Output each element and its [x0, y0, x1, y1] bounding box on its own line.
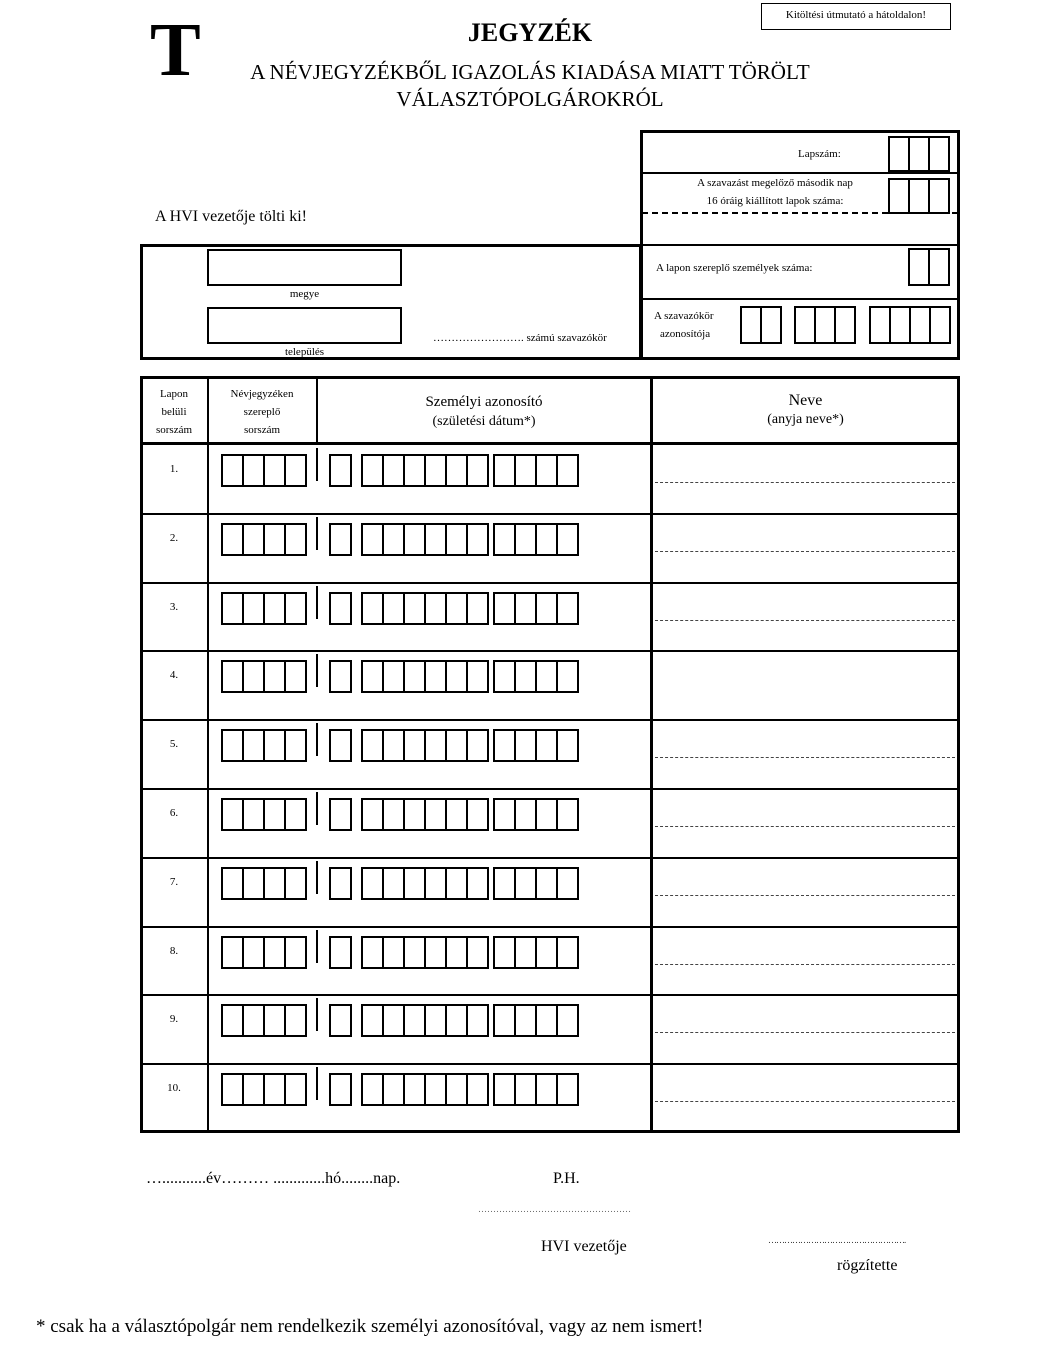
- register-number-digit[interactable]: [263, 1004, 286, 1037]
- personal-id-digit[interactable]: [403, 592, 426, 625]
- personal-id-digit[interactable]: [493, 1073, 516, 1106]
- register-number-digit[interactable]: [242, 729, 265, 762]
- personal-id-digit[interactable]: [535, 867, 558, 900]
- personal-id-digit[interactable]: [382, 867, 405, 900]
- register-number-digit[interactable]: [221, 454, 244, 487]
- header-col1: Lapon belüli sorszám: [155, 388, 193, 436]
- register-number-digit[interactable]: [221, 1004, 244, 1037]
- register-number-digit[interactable]: [263, 523, 286, 556]
- hvi-leader-label: HVI vezetője: [541, 1238, 627, 1255]
- pages-issued-digit[interactable]: [908, 178, 930, 214]
- personal-id-digit[interactable]: [329, 798, 352, 831]
- row-number: 4.: [169, 669, 179, 681]
- register-number-digit[interactable]: [284, 867, 307, 900]
- subtitle-line-1: A NÉVJEGYZÉKBŐL IGAZOLÁS KIADÁSA MIATT TÖRÖLT: [250, 60, 810, 84]
- personal-id-digit[interactable]: [445, 798, 468, 831]
- name-dotted-line: [655, 1101, 955, 1102]
- megye-label: megye: [289, 288, 320, 300]
- name-dotted-line: [655, 964, 955, 965]
- personal-id-digit[interactable]: [403, 729, 426, 762]
- personal-id-digit[interactable]: [493, 729, 516, 762]
- personal-id-digit[interactable]: [556, 592, 579, 625]
- personal-id-digit[interactable]: [445, 1004, 468, 1037]
- personal-id-digit[interactable]: [493, 454, 516, 487]
- personal-id-digit[interactable]: [382, 798, 405, 831]
- personal-id-digit[interactable]: [535, 1004, 558, 1037]
- row-number: 2.: [169, 532, 179, 544]
- row-number: 6.: [169, 807, 179, 819]
- personal-id-digit[interactable]: [403, 867, 426, 900]
- register-number-digit[interactable]: [284, 798, 307, 831]
- register-number-digit[interactable]: [263, 454, 286, 487]
- personal-id-digit[interactable]: [466, 523, 489, 556]
- signature-line[interactable]: ……………………………………………: [478, 1204, 631, 1214]
- personal-id-digit[interactable]: [424, 729, 447, 762]
- register-number-digit[interactable]: [242, 660, 265, 693]
- personal-id-digit[interactable]: [493, 1004, 516, 1037]
- personal-id-digit[interactable]: [329, 867, 352, 900]
- personal-id-digit[interactable]: [514, 1073, 537, 1106]
- personal-id-digit[interactable]: [329, 454, 352, 487]
- personal-id-digit[interactable]: [403, 523, 426, 556]
- register-number-digit[interactable]: [263, 867, 286, 900]
- pages-issued-label-1: A szavazást megelőző második nap: [697, 177, 853, 189]
- personal-id-digit[interactable]: [466, 867, 489, 900]
- district-id-digit[interactable]: [929, 306, 951, 344]
- row-number: 7.: [169, 876, 179, 888]
- header-col4: Neve (anyja neve*): [767, 392, 844, 427]
- personal-id-digit[interactable]: [493, 592, 516, 625]
- personal-id-digit[interactable]: [382, 523, 405, 556]
- personal-id-digit[interactable]: [445, 867, 468, 900]
- subtitle-line-2: VÁLASZTÓPOLGÁROKRÓL: [396, 87, 664, 111]
- personal-id-digit[interactable]: [535, 454, 558, 487]
- personal-id-digit[interactable]: [556, 660, 579, 693]
- telepules-label: település: [284, 346, 325, 358]
- register-number-digit[interactable]: [263, 1073, 286, 1106]
- personal-id-digit[interactable]: [556, 798, 579, 831]
- ph-label: P.H.: [553, 1170, 580, 1187]
- personal-id-digit[interactable]: [535, 1073, 558, 1106]
- register-number-digit[interactable]: [242, 936, 265, 969]
- name-dotted-line: [655, 826, 955, 827]
- personal-id-digit[interactable]: [361, 523, 384, 556]
- personal-id-digit[interactable]: [329, 1004, 352, 1037]
- personal-id-digit[interactable]: [466, 454, 489, 487]
- personal-id-digit[interactable]: [556, 523, 579, 556]
- personal-id-digit[interactable]: [424, 523, 447, 556]
- district-id-digit[interactable]: [814, 306, 836, 344]
- personal-id-digit[interactable]: [445, 523, 468, 556]
- pages-issued-digit[interactable]: [928, 178, 950, 214]
- district-id-digit[interactable]: [869, 306, 891, 344]
- date-line[interactable]: …...........év……… .............hó........nap.: [146, 1170, 401, 1187]
- personal-id-digit[interactable]: [424, 1073, 447, 1106]
- personal-id-digit[interactable]: [445, 729, 468, 762]
- personal-id-digit[interactable]: [361, 936, 384, 969]
- name-field[interactable]: [653, 1065, 958, 1129]
- personal-id-digit[interactable]: [445, 660, 468, 693]
- personal-id-digit[interactable]: [466, 936, 489, 969]
- personal-id-digit[interactable]: [514, 936, 537, 969]
- register-number-digit[interactable]: [221, 798, 244, 831]
- telepules-field[interactable]: [207, 307, 402, 344]
- recorded-by-label: rögzítette: [837, 1257, 898, 1274]
- register-number-digit[interactable]: [284, 523, 307, 556]
- pages-issued-label-2: 16 óráig kiállított lapok száma:: [706, 195, 844, 207]
- register-number-digit[interactable]: [221, 523, 244, 556]
- personal-id-digit[interactable]: [556, 867, 579, 900]
- personal-id-digit[interactable]: [535, 729, 558, 762]
- personal-id-digit[interactable]: [403, 660, 426, 693]
- register-number-digit[interactable]: [263, 798, 286, 831]
- personal-id-digit[interactable]: [382, 592, 405, 625]
- personal-id-digit[interactable]: [403, 936, 426, 969]
- personal-id-digit[interactable]: [361, 798, 384, 831]
- personal-id-digit[interactable]: [445, 1073, 468, 1106]
- row-number: 10.: [167, 1082, 181, 1094]
- row-number: 1.: [169, 463, 179, 475]
- personal-id-digit[interactable]: [556, 1004, 579, 1037]
- personal-id-digit[interactable]: [535, 798, 558, 831]
- personal-id-digit[interactable]: [424, 1004, 447, 1037]
- register-number-digit[interactable]: [284, 454, 307, 487]
- row-number: 8.: [169, 945, 179, 957]
- name-field[interactable]: [653, 790, 958, 854]
- name-dotted-line: [655, 620, 955, 621]
- personal-id-digit[interactable]: [535, 936, 558, 969]
- name-field[interactable]: [653, 584, 958, 648]
- personal-id-digit[interactable]: [329, 660, 352, 693]
- persons-count-digit[interactable]: [928, 248, 950, 286]
- personal-id-digit[interactable]: [466, 1073, 489, 1106]
- name-field[interactable]: [653, 859, 958, 923]
- personal-id-digit[interactable]: [556, 1073, 579, 1106]
- personal-id-digit[interactable]: [535, 523, 558, 556]
- personal-id-digit[interactable]: [514, 660, 537, 693]
- district-id-label-1: A szavazókör: [654, 310, 714, 322]
- lapszam-digit[interactable]: [908, 136, 930, 172]
- personal-id-digit[interactable]: [466, 660, 489, 693]
- register-number-digit[interactable]: [284, 936, 307, 969]
- personal-id-digit[interactable]: [361, 729, 384, 762]
- personal-id-digit[interactable]: [514, 798, 537, 831]
- personal-id-digit[interactable]: [556, 936, 579, 969]
- personal-id-digit[interactable]: [535, 660, 558, 693]
- personal-id-digit[interactable]: [329, 729, 352, 762]
- register-number-digit[interactable]: [284, 1073, 307, 1106]
- lapszam-digit[interactable]: [928, 136, 950, 172]
- personal-id-digit[interactable]: [466, 1004, 489, 1037]
- personal-id-digit[interactable]: [493, 660, 516, 693]
- personal-id-digit[interactable]: [382, 729, 405, 762]
- personal-id-digit[interactable]: [424, 592, 447, 625]
- personal-id-digit[interactable]: [466, 798, 489, 831]
- register-number-digit[interactable]: [242, 592, 265, 625]
- personal-id-digit[interactable]: [556, 454, 579, 487]
- name-field[interactable]: [653, 721, 958, 785]
- register-number-digit[interactable]: [221, 729, 244, 762]
- personal-id-digit[interactable]: [329, 936, 352, 969]
- name-dotted-line: [655, 1032, 955, 1033]
- register-number-digit[interactable]: [263, 592, 286, 625]
- name-field[interactable]: [653, 928, 958, 992]
- personal-id-digit[interactable]: [445, 936, 468, 969]
- row-number: 9.: [169, 1013, 179, 1025]
- personal-id-digit[interactable]: [361, 1073, 384, 1106]
- recorded-by-line[interactable]: …………………………………………….: [768, 1235, 906, 1245]
- personal-id-digit[interactable]: [403, 798, 426, 831]
- row-number: 5.: [169, 738, 179, 750]
- personal-id-digit[interactable]: [466, 592, 489, 625]
- register-number-digit[interactable]: [284, 592, 307, 625]
- register-number-digit[interactable]: [263, 936, 286, 969]
- register-number-digit[interactable]: [284, 660, 307, 693]
- register-number-digit[interactable]: [242, 798, 265, 831]
- register-number-digit[interactable]: [221, 660, 244, 693]
- personal-id-digit[interactable]: [514, 1004, 537, 1037]
- district-id-label-2: azonosítója: [660, 328, 711, 340]
- personal-id-digit[interactable]: [424, 454, 447, 487]
- personal-id-digit[interactable]: [382, 1004, 405, 1037]
- personal-id-digit[interactable]: [535, 592, 558, 625]
- instruction-note: [761, 3, 951, 30]
- personal-id-digit[interactable]: [514, 867, 537, 900]
- register-number-digit[interactable]: [242, 523, 265, 556]
- name-field[interactable]: [653, 446, 958, 510]
- personal-id-digit[interactable]: [329, 523, 352, 556]
- register-number-digit[interactable]: [242, 454, 265, 487]
- personal-id-digit[interactable]: [361, 454, 384, 487]
- footnote: * csak ha a választópolgár nem rendelkezik személyi azonosítóval, vagy az nem ismert!: [36, 1316, 704, 1337]
- personal-id-digit[interactable]: [424, 798, 447, 831]
- district-id-digit[interactable]: [740, 306, 762, 344]
- personal-id-digit[interactable]: [361, 592, 384, 625]
- register-number-digit[interactable]: [263, 660, 286, 693]
- personal-id-digit[interactable]: [403, 454, 426, 487]
- personal-id-digit[interactable]: [361, 867, 384, 900]
- personal-id-digit[interactable]: [493, 798, 516, 831]
- register-number-digit[interactable]: [242, 1004, 265, 1037]
- name-dotted-line: [655, 551, 955, 552]
- name-field[interactable]: [653, 996, 958, 1060]
- personal-id-digit[interactable]: [403, 1073, 426, 1106]
- persons-count-digit[interactable]: [908, 248, 930, 286]
- personal-id-digit[interactable]: [424, 660, 447, 693]
- personal-id-digit[interactable]: [403, 1004, 426, 1037]
- register-number-digit[interactable]: [263, 729, 286, 762]
- district-id-digit[interactable]: [760, 306, 782, 344]
- header-col2: Névjegyzéken szereplő sorszám: [230, 388, 294, 436]
- register-number-digit[interactable]: [284, 729, 307, 762]
- personal-id-digit[interactable]: [382, 1073, 405, 1106]
- personal-id-digit[interactable]: [556, 729, 579, 762]
- personal-id-digit[interactable]: [424, 867, 447, 900]
- personal-id-digit[interactable]: [493, 523, 516, 556]
- personal-id-digit[interactable]: [514, 523, 537, 556]
- district-id-digit[interactable]: [794, 306, 816, 344]
- lapszam-label: Lapszám:: [798, 148, 841, 160]
- hvi-note: A HVI vezetője tölti ki!: [155, 208, 307, 225]
- personal-id-digit[interactable]: [382, 660, 405, 693]
- district-id-digit[interactable]: [909, 306, 931, 344]
- district-id-digit[interactable]: [834, 306, 856, 344]
- personal-id-digit[interactable]: [514, 729, 537, 762]
- name-field[interactable]: [653, 652, 958, 716]
- personal-id-digit[interactable]: [514, 454, 537, 487]
- pages-issued-digit[interactable]: [888, 178, 910, 214]
- header-col3: Személyi azonosító (születési dátum*): [425, 394, 543, 429]
- register-number-digit[interactable]: [221, 592, 244, 625]
- register-number-digit[interactable]: [284, 1004, 307, 1037]
- district-id-digit[interactable]: [889, 306, 911, 344]
- register-number-digit[interactable]: [221, 1073, 244, 1106]
- personal-id-digit[interactable]: [514, 592, 537, 625]
- personal-id-digit[interactable]: [493, 867, 516, 900]
- personal-id-digit[interactable]: [424, 936, 447, 969]
- instruction-note-text: Kitöltési útmutató a hátoldalon!: [785, 9, 927, 21]
- register-number-digit[interactable]: [221, 936, 244, 969]
- name-dotted-line: [655, 895, 955, 896]
- name-dotted-line: [655, 482, 955, 483]
- personal-id-digit[interactable]: [382, 936, 405, 969]
- name-dotted-line: [655, 757, 955, 758]
- personal-id-digit[interactable]: [445, 454, 468, 487]
- personal-id-digit[interactable]: [361, 660, 384, 693]
- lapszam-digit[interactable]: [888, 136, 910, 172]
- register-number-digit[interactable]: [242, 867, 265, 900]
- name-field[interactable]: [653, 515, 958, 579]
- personal-id-digit[interactable]: [329, 1073, 352, 1106]
- form-letter: T: [150, 8, 201, 92]
- page-title: JEGYZÉK: [467, 18, 593, 47]
- personal-id-digit[interactable]: [466, 729, 489, 762]
- personal-id-digit[interactable]: [329, 592, 352, 625]
- personal-id-digit[interactable]: [361, 1004, 384, 1037]
- megye-field[interactable]: [207, 249, 402, 286]
- district-number-label: ……………………. számú szavazókör: [433, 332, 607, 344]
- personal-id-digit[interactable]: [493, 936, 516, 969]
- persons-count-label: A lapon szereplő személyek száma:: [656, 262, 813, 274]
- register-number-digit[interactable]: [221, 867, 244, 900]
- personal-id-digit[interactable]: [382, 454, 405, 487]
- personal-id-digit[interactable]: [445, 592, 468, 625]
- row-number: 3.: [169, 601, 179, 613]
- register-number-digit[interactable]: [242, 1073, 265, 1106]
